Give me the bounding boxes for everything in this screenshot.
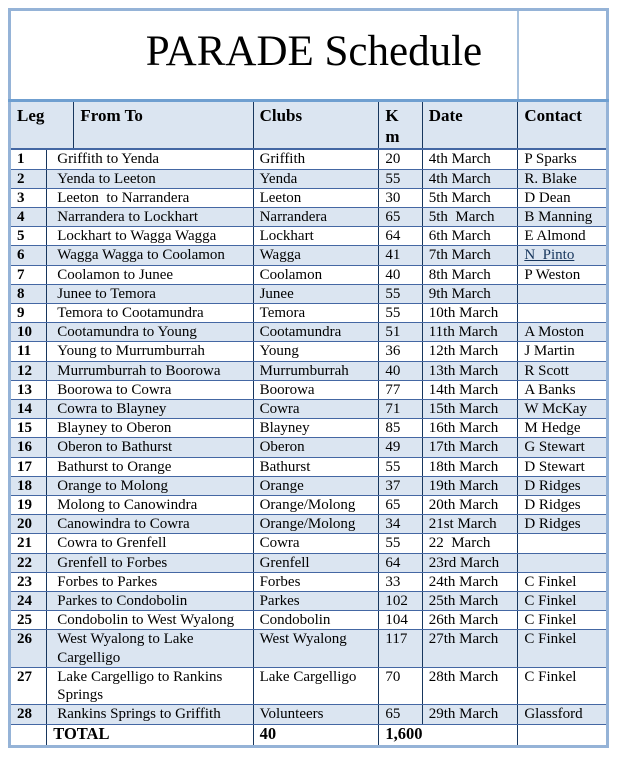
clubs-cell: Volunteers (253, 705, 379, 724)
parade-schedule-table (8, 8, 609, 748)
title-side-cell (518, 10, 608, 101)
km-cell: 40 (379, 361, 422, 380)
table-row (10, 592, 608, 611)
km-cell: 64 (379, 553, 422, 572)
leg-cell: 5 (10, 227, 47, 246)
contact-cell: W McKay (518, 400, 608, 419)
clubs-cell: Boorowa (253, 380, 379, 399)
table-row (10, 419, 608, 438)
page-title: PARADE Schedule (145, 28, 483, 76)
total-row (10, 724, 608, 746)
leg-cell: 8 (10, 284, 47, 303)
leg-cell: 7 (10, 265, 47, 284)
total-label-cell: TOTAL (47, 724, 253, 746)
clubs-cell: Griffith (253, 149, 379, 169)
from-to-cell: Temora to Cootamundra (47, 304, 253, 323)
from-to-cell: Murrumburrah to Boorowa (47, 361, 253, 380)
contact-cell (518, 246, 608, 265)
leg-cell: 28 (10, 705, 47, 724)
table-row (10, 630, 608, 667)
table-row (10, 246, 608, 265)
date-cell: 29th March (422, 705, 518, 724)
contact-cell: M Hedge (518, 419, 608, 438)
contact-cell (518, 534, 608, 553)
clubs-cell: Leeton (253, 188, 379, 207)
contact-cell: G Stewart (518, 438, 608, 457)
contact-cell: R Scott (518, 361, 608, 380)
clubs-cell: Lake Cargelligo (253, 667, 379, 704)
leg-cell: 22 (10, 553, 47, 572)
table-row (10, 667, 608, 704)
total-contact-cell (518, 724, 608, 746)
date-cell: 10th March (422, 304, 518, 323)
from-to-cell: Forbes to Parkes (47, 572, 253, 591)
clubs-cell: Blayney (253, 419, 379, 438)
km-cell: 117 (379, 630, 422, 667)
title-row (10, 10, 608, 101)
km-cell: 102 (379, 592, 422, 611)
from-to-cell: Junee to Temora (47, 284, 253, 303)
table-row (10, 227, 608, 246)
total-leg-cell (10, 724, 47, 746)
from-to-cell: Leeton to Narrandera (47, 188, 253, 207)
contact-cell: A Moston (518, 323, 608, 342)
from-to-cell: Orange to Molong (47, 476, 253, 495)
leg-cell: 26 (10, 630, 47, 667)
leg-cell: 20 (10, 515, 47, 534)
leg-cell: 13 (10, 380, 47, 399)
leg-cell: 19 (10, 496, 47, 515)
contact-link[interactable]: N Pinto (524, 247, 575, 264)
table-row (10, 304, 608, 323)
km-cell: 77 (379, 380, 422, 399)
table-row (10, 169, 608, 188)
contact-cell: C Finkel (518, 630, 608, 667)
clubs-cell: Junee (253, 284, 379, 303)
leg-cell: 15 (10, 419, 47, 438)
clubs-cell: Young (253, 342, 379, 361)
from-to-cell: Young to Murrumburrah (47, 342, 253, 361)
leg-cell: 14 (10, 400, 47, 419)
clubs-cell: West Wyalong (253, 630, 379, 667)
table-row (10, 208, 608, 227)
from-to-cell: Cowra to Blayney (47, 400, 253, 419)
date-cell: 16th March (422, 419, 518, 438)
clubs-cell: Yenda (253, 169, 379, 188)
from-to-cell: West Wyalong to Lake Cargelligo (47, 630, 253, 667)
table-row (10, 149, 608, 169)
contact-cell: A Banks (518, 380, 608, 399)
table-row (10, 284, 608, 303)
clubs-cell: Orange (253, 476, 379, 495)
from-to-cell: Lake Cargelligo to Rankins Springs (47, 667, 253, 704)
km-cell: 41 (379, 246, 422, 265)
date-cell: 12th March (422, 342, 518, 361)
date-cell: 22 March (422, 534, 518, 553)
date-cell: 13th March (422, 361, 518, 380)
leg-cell: 18 (10, 476, 47, 495)
km-cell: 85 (379, 419, 422, 438)
leg-cell: 2 (10, 169, 47, 188)
km-cell: 55 (379, 169, 422, 188)
table-row (10, 496, 608, 515)
km-cell: 55 (379, 284, 422, 303)
from-to-cell: Yenda to Leeton (47, 169, 253, 188)
from-to-cell: Molong to Canowindra (47, 496, 253, 515)
col-header-leg: Leg (10, 101, 74, 150)
km-cell: 55 (379, 457, 422, 476)
from-to-cell: Rankins Springs to Griffith (47, 705, 253, 724)
total-clubs-cell: 40 (253, 724, 379, 746)
clubs-cell: Parkes (253, 592, 379, 611)
km-cell: 49 (379, 438, 422, 457)
date-cell: 6th March (422, 227, 518, 246)
table-row (10, 323, 608, 342)
table-row (10, 705, 608, 724)
contact-cell: R. Blake (518, 169, 608, 188)
col-header-clubs: Clubs (253, 101, 379, 150)
contact-cell (518, 553, 608, 572)
table-row (10, 534, 608, 553)
km-cell: 104 (379, 611, 422, 630)
from-to-cell: Grenfell to Forbes (47, 553, 253, 572)
title-cell (10, 10, 518, 101)
contact-cell: P Weston (518, 265, 608, 284)
date-cell: 15th March (422, 400, 518, 419)
from-to-cell: Bathurst to Orange (47, 457, 253, 476)
from-to-cell: Griffith to Yenda (47, 149, 253, 169)
table-row (10, 572, 608, 591)
contact-cell: Glassford (518, 705, 608, 724)
clubs-cell: Murrumburrah (253, 361, 379, 380)
from-to-cell: Cootamundra to Young (47, 323, 253, 342)
contact-cell: P Sparks (518, 149, 608, 169)
date-cell: 5th March (422, 208, 518, 227)
clubs-cell: Cootamundra (253, 323, 379, 342)
date-cell: 11th March (422, 323, 518, 342)
date-cell: 24th March (422, 572, 518, 591)
from-to-cell: Narrandera to Lockhart (47, 208, 253, 227)
table-row (10, 361, 608, 380)
contact-cell: C Finkel (518, 572, 608, 591)
leg-cell: 23 (10, 572, 47, 591)
contact-cell: D Ridges (518, 515, 608, 534)
table-row (10, 380, 608, 399)
table-row (10, 188, 608, 207)
table-row (10, 400, 608, 419)
document-page (0, 8, 617, 777)
table-row (10, 515, 608, 534)
km-cell: 71 (379, 400, 422, 419)
contact-cell: D Ridges (518, 476, 608, 495)
clubs-cell: Oberon (253, 438, 379, 457)
date-cell: 5th March (422, 188, 518, 207)
clubs-cell: Cowra (253, 534, 379, 553)
km-cell: 34 (379, 515, 422, 534)
date-cell: 27th March (422, 630, 518, 667)
contact-cell: D Ridges (518, 496, 608, 515)
date-cell: 18th March (422, 457, 518, 476)
clubs-cell: Lockhart (253, 227, 379, 246)
table-row (10, 553, 608, 572)
date-cell: 21st March (422, 515, 518, 534)
from-to-cell: Boorowa to Cowra (47, 380, 253, 399)
clubs-cell: Coolamon (253, 265, 379, 284)
table-row (10, 438, 608, 457)
col-header-contact: Contact (518, 101, 608, 150)
date-cell: 28th March (422, 667, 518, 704)
km-cell: 40 (379, 265, 422, 284)
date-cell: 20th March (422, 496, 518, 515)
contact-cell: B Manning (518, 208, 608, 227)
from-to-cell: Canowindra to Cowra (47, 515, 253, 534)
date-cell: 4th March (422, 149, 518, 169)
date-cell: 8th March (422, 265, 518, 284)
date-cell: 26th March (422, 611, 518, 630)
total-km-cell: 1,600 (379, 724, 518, 746)
leg-cell: 10 (10, 323, 47, 342)
from-to-cell: Cowra to Grenfell (47, 534, 253, 553)
date-cell: 23rd March (422, 553, 518, 572)
table-row (10, 611, 608, 630)
clubs-cell: Forbes (253, 572, 379, 591)
km-cell: 55 (379, 304, 422, 323)
km-cell: 51 (379, 323, 422, 342)
clubs-cell: Orange/Molong (253, 515, 379, 534)
contact-cell: C Finkel (518, 667, 608, 704)
km-cell: 65 (379, 496, 422, 515)
leg-cell: 4 (10, 208, 47, 227)
clubs-cell: Narrandera (253, 208, 379, 227)
clubs-cell: Orange/Molong (253, 496, 379, 515)
from-to-cell: Coolamon to Junee (47, 265, 253, 284)
km-cell: 20 (379, 149, 422, 169)
date-cell: 9th March (422, 284, 518, 303)
date-cell: 4th March (422, 169, 518, 188)
table-row (10, 476, 608, 495)
contact-cell (518, 284, 608, 303)
km-cell: 65 (379, 705, 422, 724)
km-cell: 55 (379, 534, 422, 553)
km-cell: 65 (379, 208, 422, 227)
leg-cell: 12 (10, 361, 47, 380)
col-header-km: Km (379, 101, 422, 150)
table-row (10, 265, 608, 284)
clubs-cell: Bathurst (253, 457, 379, 476)
km-cell: 36 (379, 342, 422, 361)
table-row (10, 342, 608, 361)
leg-cell: 21 (10, 534, 47, 553)
leg-cell: 9 (10, 304, 47, 323)
col-header-from-to: From To (74, 101, 253, 150)
table-row (10, 457, 608, 476)
leg-cell: 25 (10, 611, 47, 630)
leg-cell: 17 (10, 457, 47, 476)
km-cell: 33 (379, 572, 422, 591)
header-row (10, 101, 608, 150)
clubs-cell: Wagga (253, 246, 379, 265)
leg-cell: 16 (10, 438, 47, 457)
date-cell: 7th March (422, 246, 518, 265)
date-cell: 19th March (422, 476, 518, 495)
col-header-date: Date (422, 101, 518, 150)
from-to-cell: Condobolin to West Wyalong (47, 611, 253, 630)
clubs-cell: Cowra (253, 400, 379, 419)
from-to-cell: Blayney to Oberon (47, 419, 253, 438)
km-cell: 70 (379, 667, 422, 704)
leg-cell: 6 (10, 246, 47, 265)
date-cell: 17th March (422, 438, 518, 457)
date-cell: 14th March (422, 380, 518, 399)
clubs-cell: Condobolin (253, 611, 379, 630)
leg-cell: 11 (10, 342, 47, 361)
date-cell: 25th March (422, 592, 518, 611)
km-cell: 64 (379, 227, 422, 246)
km-cell: 30 (379, 188, 422, 207)
from-to-cell: Oberon to Bathurst (47, 438, 253, 457)
clubs-cell: Temora (253, 304, 379, 323)
leg-cell: 27 (10, 667, 47, 704)
leg-cell: 1 (10, 149, 47, 169)
contact-cell: C Finkel (518, 592, 608, 611)
contact-cell: D Dean (518, 188, 608, 207)
from-to-cell: Wagga Wagga to Coolamon (47, 246, 253, 265)
contact-cell (518, 304, 608, 323)
km-cell: 37 (379, 476, 422, 495)
from-to-cell: Parkes to Condobolin (47, 592, 253, 611)
contact-cell: J Martin (518, 342, 608, 361)
contact-cell: E Almond (518, 227, 608, 246)
contact-cell: D Stewart (518, 457, 608, 476)
contact-cell: C Finkel (518, 611, 608, 630)
from-to-cell: Lockhart to Wagga Wagga (47, 227, 253, 246)
leg-cell: 3 (10, 188, 47, 207)
clubs-cell: Grenfell (253, 553, 379, 572)
leg-cell: 24 (10, 592, 47, 611)
